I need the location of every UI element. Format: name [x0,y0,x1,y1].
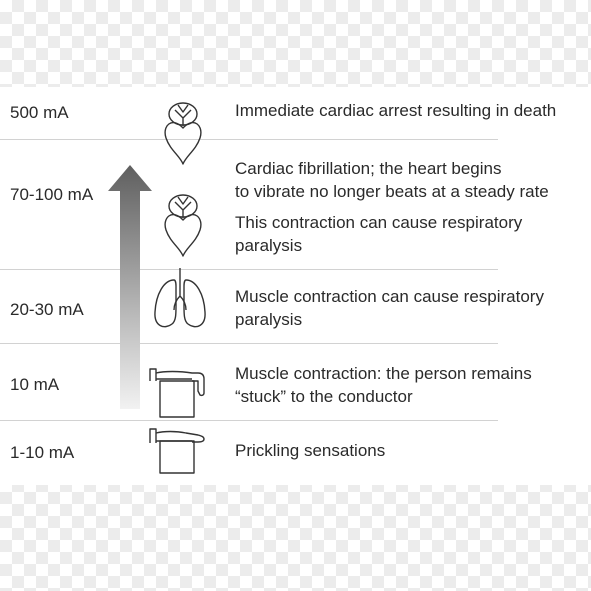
effect-muscle-contraction-respiratory [235,285,544,331]
effect-cardiac-fibrillation [235,157,549,203]
description-line: Immediate cardiac arrest resulting in death [235,101,557,120]
description-line: Muscle contraction: the person remains [235,364,532,383]
row-divider [0,420,498,421]
effect-cardiac-arrest [235,99,556,122]
effect-stuck-to-conductor [235,362,532,408]
level-500ma: 500 mA [10,103,69,122]
row-divider [0,269,498,270]
effect-prickling [235,439,385,462]
level-1-10ma: 1-10 mA [10,443,75,462]
hand-grip-icon [146,361,210,419]
heart-icon [160,96,206,168]
lungs-icon [150,266,210,336]
hand-touch-icon [146,423,210,475]
description-line: “stuck” to the conductor [235,387,413,406]
level-20-30ma: 20-30 mA [10,300,84,319]
description-line: paralysis [235,310,303,329]
description-line: Cardiac fibrillation; the heart begins [235,159,502,178]
effect-respiratory-paralysis [235,211,522,257]
heart-icon [160,188,206,260]
row-divider [0,139,498,140]
description-line: to vibrate no longer beats at a steady rate [235,182,549,201]
level-10ma: 10 mA [10,375,60,394]
level-70-100ma: 70-100 mA [10,185,94,204]
description-line: Prickling sensations [235,441,386,460]
description-line: Muscle contraction can cause respiratory [235,287,544,306]
description-line: paralysis [235,236,303,255]
row-divider [0,343,498,344]
description-line: This contraction can cause respiratory [235,213,523,232]
